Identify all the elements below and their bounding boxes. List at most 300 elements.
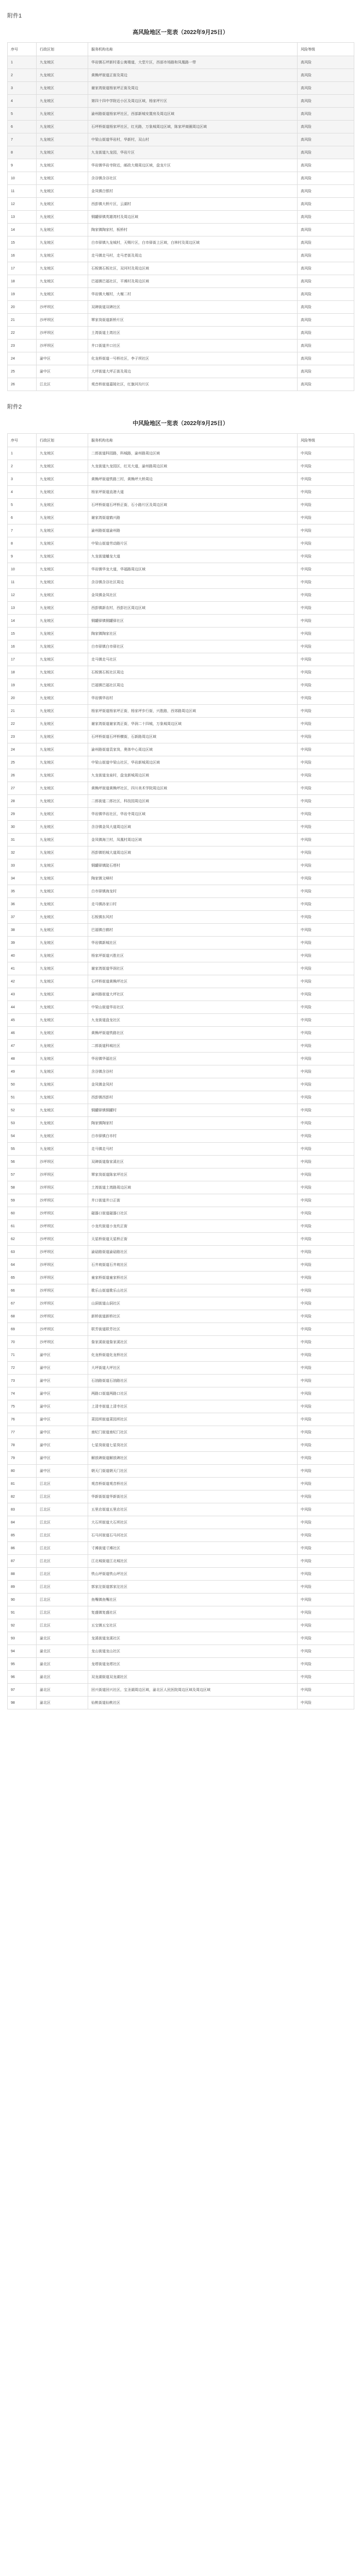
area-name-cell: 华岩镇华岩寺附近，邮政大楼周边区域，盘龙片区 [88, 159, 298, 172]
district-cell: 九龙坡区 [37, 962, 88, 975]
table-row [8, 159, 354, 172]
table-row [8, 640, 354, 653]
district-cell: 九龙坡区 [37, 628, 88, 640]
table-row [8, 185, 354, 198]
risk-level-cell: 中风险 [298, 1413, 354, 1426]
risk-level-cell: 中风险 [298, 1336, 354, 1349]
row-index: 65 [8, 1272, 37, 1284]
risk-level-cell: 高风险 [298, 365, 354, 378]
row-index: 20 [8, 692, 37, 705]
area-name-cell: 铜罐驿镇英雄湾村及周边区域 [88, 211, 298, 224]
risk-level-cell: 高风险 [298, 146, 354, 159]
district-cell: 九龙坡区 [37, 872, 88, 885]
district-cell: 九龙坡区 [37, 1001, 88, 1014]
row-index: 4 [8, 95, 37, 108]
table-row [8, 602, 354, 615]
column-header: 序号 [8, 434, 37, 447]
row-index: 22 [8, 327, 37, 340]
table-row [8, 537, 354, 550]
table-row [8, 563, 354, 576]
table-row [8, 146, 354, 159]
area-name-cell: 新桥街道新桥社区 [88, 1310, 298, 1323]
area-name-cell: 陶家镇陶家社区 [88, 628, 298, 640]
area-name-cell: 童家桥街道童家桥社区 [88, 1272, 298, 1284]
table-row [8, 1143, 354, 1156]
row-index: 81 [8, 1478, 37, 1490]
table-row [8, 731, 354, 743]
table-row [8, 512, 354, 524]
row-index: 61 [8, 1220, 37, 1233]
table-row [8, 1632, 354, 1645]
district-cell: 九龙坡区 [37, 1091, 88, 1104]
row-index: 11 [8, 185, 37, 198]
table-row [8, 327, 354, 340]
risk-level-cell: 中风险 [298, 589, 354, 602]
table-row [8, 924, 354, 937]
risk-level-cell: 中风险 [298, 731, 354, 743]
district-cell: 九龙坡区 [37, 576, 88, 589]
area-name-cell: 中梁山街道中梁山社区，华岩新城周边区域 [88, 756, 298, 769]
district-cell: 九龙坡区 [37, 756, 88, 769]
area-name-cell: 五里店街道五里店社区 [88, 1503, 298, 1516]
table-row [8, 447, 354, 460]
table-row [8, 1400, 354, 1413]
area-name-cell: 白市驿镇海龙村 [88, 885, 298, 898]
table-row [8, 885, 354, 898]
area-name-cell: 观音桥街道嘉陵社区，红旗河沟片区 [88, 378, 298, 391]
attachment-section [0, 0, 361, 391]
risk-level-cell: 中风险 [298, 1065, 354, 1078]
row-index: 96 [8, 1671, 37, 1684]
area-name-cell: 九龙街道蟠龙大道 [88, 550, 298, 563]
district-cell: 渝中区 [37, 1426, 88, 1439]
risk-level-cell: 中风险 [298, 1014, 354, 1027]
table-row [8, 1452, 354, 1465]
district-cell: 九龙坡区 [37, 524, 88, 537]
risk-level-cell: 中风险 [298, 1194, 354, 1207]
table-row [8, 1181, 354, 1194]
risk-level-cell: 中风险 [298, 846, 354, 859]
risk-level-cell: 中风险 [298, 756, 354, 769]
column-header: 服务机构名称 [88, 434, 298, 447]
table-row [8, 378, 354, 391]
row-index: 9 [8, 159, 37, 172]
district-cell: 九龙坡区 [37, 198, 88, 211]
row-index: 17 [8, 262, 37, 275]
table-row [8, 950, 354, 962]
area-name-cell: 复盛镇复盛社区 [88, 1606, 298, 1619]
district-cell: 九龙坡区 [37, 236, 88, 249]
risk-level-cell: 中风险 [298, 692, 354, 705]
district-cell: 九龙坡区 [37, 1053, 88, 1065]
area-name-cell: 二郎街道二郎社区，科技园周边区域 [88, 795, 298, 808]
row-index: 19 [8, 288, 37, 301]
table-row [8, 962, 354, 975]
table-row [8, 1091, 354, 1104]
area-name-cell: 走马镇走马社区 [88, 653, 298, 666]
risk-level-cell: 中风险 [298, 1439, 354, 1452]
row-index: 15 [8, 628, 37, 640]
risk-level-cell: 中风险 [298, 1619, 354, 1632]
area-name-cell: 含谷镇含谷社区周边 [88, 576, 298, 589]
row-index: 56 [8, 1156, 37, 1168]
row-index: 11 [8, 576, 37, 589]
row-index: 35 [8, 885, 37, 898]
risk-level-cell: 中风险 [298, 1594, 354, 1606]
table-row [8, 1014, 354, 1027]
risk-level-cell: 中风险 [298, 1220, 354, 1233]
area-name-cell: 井口街道井口社区 [88, 340, 298, 352]
district-cell: 渝北区 [37, 1697, 88, 1709]
table-row [8, 718, 354, 731]
column-header: 序号 [8, 43, 37, 56]
district-cell: 渝中区 [37, 1362, 88, 1375]
area-name-cell: 龙塔街道龙塔社区 [88, 1658, 298, 1671]
table-row [8, 121, 354, 133]
risk-level-cell: 中风险 [298, 1130, 354, 1143]
risk-level-cell: 中风险 [298, 550, 354, 563]
table-row [8, 1053, 354, 1065]
table-row [8, 628, 354, 640]
risk-level-cell: 中风险 [298, 821, 354, 834]
row-index: 74 [8, 1387, 37, 1400]
district-cell: 九龙坡区 [37, 486, 88, 499]
area-name-cell: 白市驿镇九龙城村，天赐片区，白市驿街上区域，白林村及周边区域 [88, 236, 298, 249]
row-index: 51 [8, 1091, 37, 1104]
area-name-cell: 中梁山街道华岩社区 [88, 1001, 298, 1014]
district-cell: 九龙坡区 [37, 885, 88, 898]
district-cell: 渝北区 [37, 1632, 88, 1645]
table-row [8, 301, 354, 314]
row-index: 24 [8, 743, 37, 756]
area-name-cell: 巴福镇巴福社区，平滩村及周边区域 [88, 275, 298, 288]
district-cell: 九龙坡区 [37, 679, 88, 692]
district-cell: 沙坪坝区 [37, 1168, 88, 1181]
district-cell: 九龙坡区 [37, 653, 88, 666]
district-cell: 江北区 [37, 1542, 88, 1555]
area-name-cell: 渝碚路街道渝碚路社区 [88, 1246, 298, 1259]
table-row [8, 1297, 354, 1310]
area-name-cell: 走马镇走马村，走马老街及周边 [88, 249, 298, 262]
table-row [8, 1606, 354, 1619]
area-name-cell: 陶家镇陶家村 [88, 1117, 298, 1130]
risk-level-cell: 中风险 [298, 1490, 354, 1503]
district-cell: 沙坪坝区 [37, 1246, 88, 1259]
area-name-cell: 仙桃街道仙桃社区 [88, 1697, 298, 1709]
area-name-cell: 华新街街道华新街社区 [88, 1490, 298, 1503]
risk-level-cell: 中风险 [298, 1001, 354, 1014]
district-cell: 江北区 [37, 1555, 88, 1568]
area-name-cell: 石马河街道石马河社区 [88, 1529, 298, 1542]
district-cell: 九龙坡区 [37, 512, 88, 524]
row-index: 38 [8, 924, 37, 937]
row-index: 8 [8, 146, 37, 159]
area-name-cell: 杨家坪街道直港大道 [88, 486, 298, 499]
table-row [8, 352, 354, 365]
district-cell: 江北区 [37, 378, 88, 391]
risk-level-cell: 中风险 [298, 640, 354, 653]
district-cell: 渝中区 [37, 1439, 88, 1452]
table-row [8, 1697, 354, 1709]
district-cell: 沙坪坝区 [37, 1233, 88, 1246]
row-index: 52 [8, 1104, 37, 1117]
risk-level-cell: 中风险 [298, 782, 354, 795]
risk-level-cell: 高风险 [298, 133, 354, 146]
risk-level-cell: 中风险 [298, 447, 354, 460]
table-row [8, 1426, 354, 1439]
row-index: 17 [8, 653, 37, 666]
table-row [8, 1156, 354, 1168]
risk-level-cell: 中风险 [298, 962, 354, 975]
district-cell: 九龙坡区 [37, 159, 88, 172]
row-index: 19 [8, 679, 37, 692]
row-index: 53 [8, 1117, 37, 1130]
risk-level-cell: 中风险 [298, 1233, 354, 1246]
table-row [8, 1272, 354, 1284]
table-row [8, 1542, 354, 1555]
district-cell: 九龙坡区 [37, 499, 88, 512]
risk-level-cell: 中风险 [298, 808, 354, 821]
row-index: 13 [8, 211, 37, 224]
table-row [8, 1529, 354, 1542]
risk-level-cell: 中风险 [298, 1168, 354, 1181]
table-row [8, 224, 354, 236]
row-index: 86 [8, 1542, 37, 1555]
risk-level-cell: 高风险 [298, 211, 354, 224]
table-row [8, 340, 354, 352]
risk-level-cell: 中风险 [298, 859, 354, 872]
district-cell: 九龙坡区 [37, 473, 88, 486]
row-index: 25 [8, 365, 37, 378]
risk-level-cell: 中风险 [298, 1516, 354, 1529]
risk-level-cell: 中风险 [298, 1310, 354, 1323]
row-index: 36 [8, 898, 37, 911]
risk-level-cell: 中风险 [298, 486, 354, 499]
table-row [8, 576, 354, 589]
area-name-cell: 联芳街道联芳社区 [88, 1323, 298, 1336]
row-index: 88 [8, 1568, 37, 1581]
risk-level-cell: 高风险 [298, 224, 354, 236]
risk-area-table [7, 433, 354, 1709]
table-row [8, 1246, 354, 1259]
row-index: 64 [8, 1259, 37, 1272]
table-row [8, 69, 354, 82]
risk-level-cell: 高风险 [298, 340, 354, 352]
table-row [8, 1478, 354, 1490]
area-name-cell: 双碑街道詹家溪社区 [88, 1156, 298, 1168]
area-name-cell: 金凤镇海兰村，凤凰村周边区域 [88, 834, 298, 846]
row-index: 70 [8, 1336, 37, 1349]
table-row [8, 108, 354, 121]
table-title: 高风险地区一览表（2022年9月25日） [133, 29, 228, 36]
row-index: 2 [8, 69, 37, 82]
area-name-cell: 黄桷坪街道铁路三村，黄桷坪大桥周边 [88, 473, 298, 486]
table-row [8, 859, 354, 872]
table-row [8, 550, 354, 563]
area-name-cell: 华岩镇大堰村，大堰二村 [88, 288, 298, 301]
area-name-cell: 走马镇走马村 [88, 1143, 298, 1156]
risk-level-cell: 中风险 [298, 666, 354, 679]
row-index: 15 [8, 236, 37, 249]
row-index: 95 [8, 1658, 37, 1671]
table-row [8, 1684, 354, 1697]
area-name-cell: 江北城街道江北城社区 [88, 1555, 298, 1568]
area-name-cell: 天星桥街道天星桥正街 [88, 1233, 298, 1246]
district-cell: 九龙坡区 [37, 795, 88, 808]
row-index: 50 [8, 1078, 37, 1091]
risk-level-cell: 高风险 [298, 314, 354, 327]
row-index: 3 [8, 82, 37, 95]
row-index: 24 [8, 352, 37, 365]
table-row [8, 821, 354, 834]
row-index: 63 [8, 1246, 37, 1259]
row-index: 30 [8, 821, 37, 834]
row-index: 32 [8, 846, 37, 859]
district-cell: 九龙坡区 [37, 846, 88, 859]
risk-level-cell: 中风险 [298, 924, 354, 937]
risk-level-cell: 中风险 [298, 1426, 354, 1439]
row-index: 13 [8, 602, 37, 615]
risk-level-cell: 中风险 [298, 1658, 354, 1671]
row-index: 92 [8, 1619, 37, 1632]
district-cell: 渝北区 [37, 1671, 88, 1684]
risk-level-cell: 中风险 [298, 975, 354, 988]
risk-level-cell: 中风险 [298, 512, 354, 524]
district-cell: 九龙坡区 [37, 782, 88, 795]
area-name-cell: 渝州路街道杨家坪社区，西部新城安置房及周边区域 [88, 108, 298, 121]
row-index: 1 [8, 447, 37, 460]
table-row [8, 589, 354, 602]
table-row [8, 1104, 354, 1117]
risk-level-cell: 中风险 [298, 602, 354, 615]
table-row [8, 808, 354, 821]
area-name-cell: 大坪街道大坪正街及周边 [88, 365, 298, 378]
area-name-cell: 化龙桥街道化龙桥社区 [88, 1349, 298, 1362]
area-name-cell: 铁山坪街道铁山坪社区 [88, 1568, 298, 1581]
row-index: 3 [8, 473, 37, 486]
table-row [8, 1027, 354, 1040]
district-cell: 沙坪坝区 [37, 1220, 88, 1233]
district-cell: 九龙坡区 [37, 950, 88, 962]
area-name-cell: 石油路街道石油路社区 [88, 1375, 298, 1387]
district-cell: 九龙坡区 [37, 262, 88, 275]
area-name-cell: 含谷镇含谷村 [88, 1065, 298, 1078]
risk-level-cell: 高风险 [298, 352, 354, 365]
table-row [8, 1375, 354, 1387]
district-cell: 沙坪坝区 [37, 1181, 88, 1194]
risk-level-cell: 中风险 [298, 718, 354, 731]
table-row [8, 834, 354, 846]
risk-level-cell: 中风险 [298, 1542, 354, 1555]
area-name-cell: 大坪街道大坪社区 [88, 1362, 298, 1375]
table-row [8, 1671, 354, 1684]
area-name-cell: 二郎街道科城社区 [88, 1040, 298, 1053]
district-cell: 沙坪坝区 [37, 1207, 88, 1220]
area-name-cell: 华岩镇华龙大道，华福路周边区域 [88, 563, 298, 576]
district-cell: 九龙坡区 [37, 172, 88, 185]
area-name-cell: 土湾街道土湾路周边区域 [88, 1181, 298, 1194]
area-name-cell: 化龙桥街道一号桥社区，李子坝社区 [88, 352, 298, 365]
table-row [8, 1465, 354, 1478]
risk-level-cell: 高风险 [298, 378, 354, 391]
area-name-cell: 铜罐驿镇陡石塔村 [88, 859, 298, 872]
area-name-cell: 井口街道井口正街 [88, 1194, 298, 1207]
risk-level-cell: 中风险 [298, 1697, 354, 1709]
district-cell: 渝中区 [37, 1400, 88, 1413]
risk-level-cell: 高风险 [298, 275, 354, 288]
district-cell: 九龙坡区 [37, 1078, 88, 1091]
risk-level-cell: 高风险 [298, 185, 354, 198]
district-cell: 渝中区 [37, 1349, 88, 1362]
area-name-cell: 黄桷坪街道黄桷坪社区，四川美术学院周边区域 [88, 782, 298, 795]
risk-level-cell: 中风险 [298, 679, 354, 692]
table-row [8, 615, 354, 628]
row-index: 80 [8, 1465, 37, 1478]
area-name-cell: 走马镇孙家口村 [88, 898, 298, 911]
area-name-cell: 华岩镇华岩社区，华岩寺周边区域 [88, 808, 298, 821]
row-index: 9 [8, 550, 37, 563]
row-index: 73 [8, 1375, 37, 1387]
row-index: 22 [8, 718, 37, 731]
table-row [8, 1581, 354, 1594]
risk-level-cell: 中风险 [298, 1259, 354, 1272]
area-name-cell: 华岩镇华岩村 [88, 692, 298, 705]
table-header-row [8, 43, 354, 56]
table-row [8, 249, 354, 262]
area-name-cell: 石坪桥街道黄桷坪社区 [88, 975, 298, 988]
district-cell: 九龙坡区 [37, 185, 88, 198]
risk-level-cell: 中风险 [298, 1272, 354, 1284]
risk-level-cell: 中风险 [298, 1465, 354, 1478]
row-index: 18 [8, 666, 37, 679]
area-name-cell: 陶家镇文峰村 [88, 872, 298, 885]
area-name-cell: 谢家湾街道谢家湾正街，华润二十四城，万象城周边区域 [88, 718, 298, 731]
row-index: 69 [8, 1323, 37, 1336]
district-cell: 九龙坡区 [37, 550, 88, 563]
row-index: 75 [8, 1400, 37, 1413]
district-cell: 江北区 [37, 1619, 88, 1632]
risk-level-cell: 中风险 [298, 1091, 354, 1104]
table-row [8, 486, 354, 499]
table-row [8, 198, 354, 211]
area-name-cell: 含谷镇含谷社区 [88, 172, 298, 185]
area-name-cell: 金凤镇金凤社区 [88, 589, 298, 602]
risk-level-cell: 中风险 [298, 937, 354, 950]
risk-area-table [7, 42, 354, 391]
district-cell: 九龙坡区 [37, 911, 88, 924]
table-header-row [8, 434, 354, 447]
column-header: 风险等级 [298, 434, 354, 447]
table-row [8, 95, 354, 108]
area-name-cell: 两路口街道两路口社区 [88, 1387, 298, 1400]
area-name-cell: 西彭镇新农村，西彭社区周边区域 [88, 602, 298, 615]
table-row [8, 911, 354, 924]
district-cell: 渝北区 [37, 1684, 88, 1697]
risk-level-cell: 中风险 [298, 898, 354, 911]
risk-level-cell: 中风险 [298, 1027, 354, 1040]
attachment-label: 附件1 [7, 13, 22, 19]
table-row [8, 1130, 354, 1143]
risk-level-cell: 高风险 [298, 198, 354, 211]
row-index: 23 [8, 731, 37, 743]
district-cell: 江北区 [37, 1516, 88, 1529]
district-cell: 九龙坡区 [37, 1117, 88, 1130]
risk-level-cell: 中风险 [298, 1053, 354, 1065]
table-row [8, 1387, 354, 1400]
area-name-cell: 覃家岗街道新桥片区 [88, 314, 298, 327]
district-cell: 沙坪坝区 [37, 1336, 88, 1349]
area-name-cell: 华岩镇新城社区 [88, 937, 298, 950]
